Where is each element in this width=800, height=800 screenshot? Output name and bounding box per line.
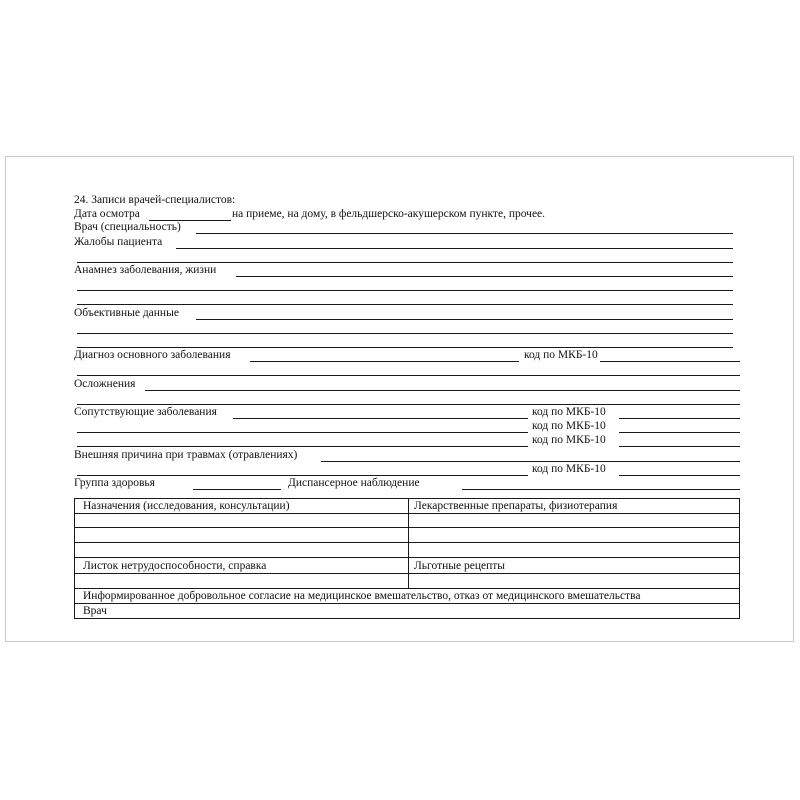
table-doctor-label: Врач [83,605,107,617]
comorbid-icd-field-1[interactable] [619,418,740,419]
comorbid-icd-field-3[interactable] [619,446,740,447]
exam-date-label: Дата осмотра [74,208,140,220]
external-cause-icd-field[interactable] [619,475,740,476]
table-row-divider [75,527,739,528]
objective-field-line-2[interactable] [77,333,733,334]
main-diagnosis-field-line-2[interactable] [77,375,740,376]
table-row-divider [75,513,739,514]
section-title: 24. Записи врачей-специалистов: [74,194,236,206]
sick-leave-label: Листок нетрудоспособности, справка [83,560,267,572]
main-diagnosis-label: Диагноз основного заболевания [74,349,231,361]
table-row-divider [75,603,739,604]
complications-label: Осложнения [74,378,136,390]
complaints-field[interactable] [176,248,733,249]
health-group-field[interactable] [193,489,281,490]
external-cause-field-line-2[interactable] [77,475,528,476]
complications-field[interactable] [145,390,740,391]
objective-field[interactable] [196,319,733,320]
preferential-prescriptions-label: Льготные рецепты [414,560,505,572]
objective-label: Объективные данные [74,307,179,319]
comorbid-icd-label-3: код по МКБ-10 [532,434,606,446]
dispensary-field[interactable] [462,489,740,490]
main-diagnosis-icd-label: код по МКБ-10 [524,349,598,361]
complaints-field-line-2[interactable] [77,262,733,263]
medications-header: Лекарственные препараты, физиотерапия [414,500,618,512]
anamnesis-field-line-3[interactable] [77,304,733,305]
comorbid-icd-label-1: код по МКБ-10 [532,406,606,418]
doctor-specialty-label: Врач (специальность) [74,221,181,233]
comorbid-field[interactable] [233,418,528,419]
external-cause-icd-label: код по МКБ-10 [532,463,606,475]
comorbid-label: Сопутствующие заболевания [74,406,217,418]
comorbid-field-line-3[interactable] [77,446,528,447]
external-cause-field[interactable] [321,461,740,462]
table-row-divider [75,573,739,574]
anamnesis-label: Анамнез заболевания, жизни [74,264,217,276]
complications-field-line-2[interactable] [77,404,740,405]
table-row-divider [75,557,739,558]
dispensary-label: Диспансерное наблюдение [288,477,420,489]
prescriptions-header: Назначения (исследования, консультации) [83,500,290,512]
anamnesis-field-line-2[interactable] [77,290,733,291]
comorbid-icd-field-2[interactable] [619,432,740,433]
table-row-divider [75,588,739,589]
exam-place-text: на приеме, на дому, в фельдшерско-акушерском пункте, прочее. [232,208,546,220]
objective-field-line-3[interactable] [77,347,733,348]
comorbid-icd-label-2: код по МКБ-10 [532,420,606,432]
comorbid-field-line-2[interactable] [77,432,528,433]
doctor-specialty-field[interactable] [196,233,733,234]
table-column-divider [408,499,409,588]
external-cause-label: Внешняя причина при травмах (отравлениях) [74,449,298,461]
main-diagnosis-icd-field[interactable] [600,361,740,362]
health-group-label: Группа здоровья [74,477,155,489]
informed-consent-label: Информированное добровольное согласие на медицинское вмешательство, отказ от медицинского вмешательства [83,590,641,602]
main-diagnosis-field[interactable] [250,361,519,362]
complaints-label: Жалобы пациента [74,236,163,248]
prescriptions-table [74,498,740,619]
anamnesis-field[interactable] [236,276,733,277]
table-row-divider [75,542,739,543]
